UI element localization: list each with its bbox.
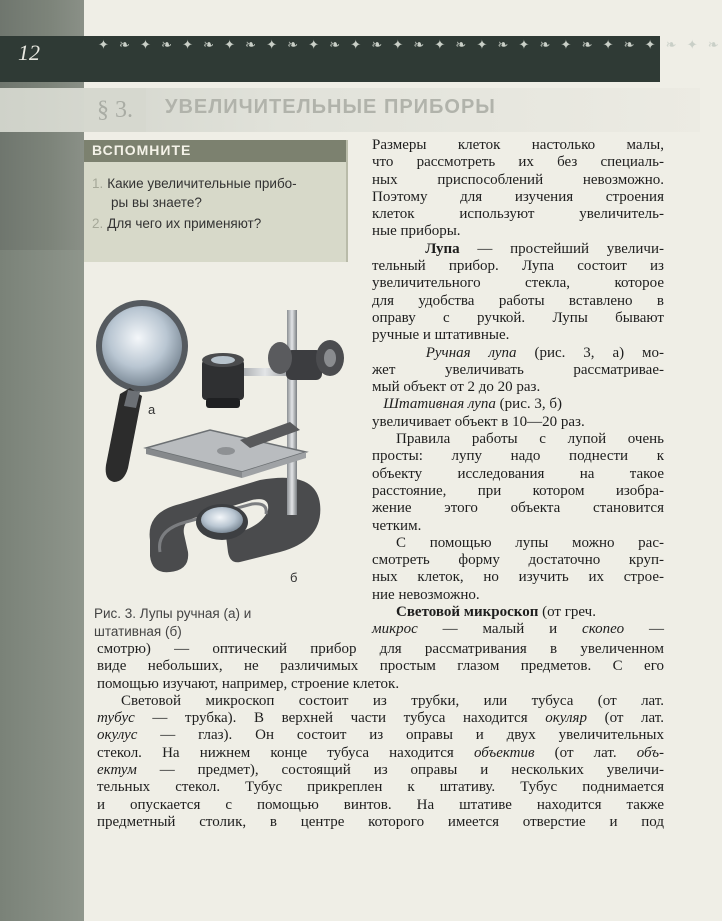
text-line: жет увеличивать рассматривае- <box>372 361 664 378</box>
text-line: ние невозможно. <box>372 586 480 603</box>
text-line: ных приспособлений невозможно. <box>372 171 664 188</box>
text-line: С помощью лупы можно рас- <box>396 534 664 551</box>
recall-heading-bar <box>84 140 346 162</box>
text-line: смотрю) — оптический прибор для рассматривания в увеличенном <box>97 641 664 657</box>
text-line: мый объект от 2 до 20 раз. <box>372 379 541 396</box>
text-line: смотреть форму достаточно круп- <box>372 552 664 569</box>
text-line: что рассмотреть их без специаль- <box>372 154 664 171</box>
term-stand-lupa: Штативная лупа <box>383 396 496 413</box>
figure-label-b: б <box>290 570 298 585</box>
text-line: тубус — трубка). В верхней части тубуса находится окуляр (от лат. <box>97 710 664 727</box>
text-line: ные приборы. <box>372 223 461 240</box>
text-line: Ручная лупа (рис. 3, а) мо- <box>425 344 665 361</box>
full-width-text <box>97 641 664 831</box>
text-line: виде небольших, не различимых простым глазом предметов. С его <box>97 658 664 675</box>
text-line: ектум — предмет), состоящий из оправы и нескольких увеличи- <box>97 762 664 779</box>
term-hand-lupa: Ручная лупа <box>425 344 517 361</box>
text-line: объекту исследования на такое <box>372 465 664 482</box>
page-number: 12 <box>18 40 40 65</box>
text-line: и опускается с помощью винтов. На штативе находится также <box>97 796 664 813</box>
text-line: увеличивает объект в 10—20 раз. <box>372 413 585 430</box>
question-text: ры вы знаете? <box>111 195 202 210</box>
right-column-text <box>372 137 664 639</box>
question-text: Для чего их применяют? <box>107 216 262 231</box>
text-line: тельный прибор. Лупа состоит из <box>372 258 664 275</box>
text-line: Световой микроскоп (от греч. <box>396 604 596 621</box>
text-line: ных клеток, но изучить их строе- <box>372 569 664 586</box>
text-line: помощью изучают, например, строение клеток. <box>97 675 400 692</box>
magnifier-illustration <box>90 290 360 590</box>
text-line: Поэтому для изучения строения <box>372 188 664 205</box>
text-line: жение этого объекта становится <box>372 500 664 517</box>
text-line: предметный столик, в центре которого имеется отверстие и под <box>97 813 664 830</box>
text-line: Штативная лупа (рис. 3, б) <box>383 396 562 413</box>
text-line: Световой микроскоп состоит из трубки, или тубуса (от лат. <box>121 692 664 709</box>
text-line: расстояние, при котором изобра- <box>372 482 664 499</box>
text-line: стекол. На нижнем конце тубуса находится объектив (от лат. объ- <box>97 744 664 761</box>
section-title: УВЕЛИЧИТЕЛЬНЫЕ ПРИБОРЫ <box>165 96 496 118</box>
text-line: клеток используют увеличитель- <box>372 206 664 223</box>
term-lupa: Лупа <box>425 240 460 257</box>
animal-silhouettes-ornament: ✦ ❧ ✦ ❧ ✦ ❧ ✦ ❧ ✦ ❧ ✦ ❧ ✦ ❧ ✦ ❧ ✦ ❧ ✦ ❧ ✦ ❧ ✦ ❧ ✦ ❧ ✦ ❧ ✦ ❧ <box>98 38 722 53</box>
recall-question-1 <box>92 174 297 212</box>
term-light-microscope: Световой микроскоп <box>396 604 539 621</box>
figure-label-a: а <box>148 402 156 417</box>
text-line: просты: лупу надо поднести к <box>372 448 664 465</box>
text-line: окулус — глаз). Он состоит из оправы и двух увеличительных <box>97 727 664 744</box>
text-line: Правила работы с лупой очень <box>396 431 664 448</box>
recall-heading: ВСПОМНИТЕ <box>92 142 192 158</box>
recall-question-2 <box>92 214 261 233</box>
text-line: ручные и штативные. <box>372 327 510 344</box>
text-line: микрос — малый и скопео — <box>372 621 664 638</box>
text-line: Размеры клеток настолько малы, <box>372 137 664 153</box>
question-number: 1. <box>92 176 104 191</box>
text-line: оправу с ручкой. Лупы бывают <box>372 309 664 326</box>
figure-caption <box>94 605 251 641</box>
text-line: Лупа — простейший увеличи- <box>425 240 664 257</box>
question-text: Какие увеличительные прибо- <box>107 176 297 191</box>
text-line: тельных стекол. Тубус прикреплен к штативу. Тубус поднимается <box>97 779 664 796</box>
text-line: увеличительного стекла, которое <box>372 275 664 292</box>
section-number: § 3. <box>84 88 146 132</box>
question-number: 2. <box>92 216 104 231</box>
left-margin-strip-lower <box>0 250 84 921</box>
text-line: для удобства работы вставлено в <box>372 292 664 309</box>
caption-line: Рис. 3. Лупы ручная (а) и <box>94 606 252 621</box>
text-line: четким. <box>372 517 422 534</box>
caption-line: штативная (б) <box>94 624 182 639</box>
eyepiece <box>202 353 244 408</box>
